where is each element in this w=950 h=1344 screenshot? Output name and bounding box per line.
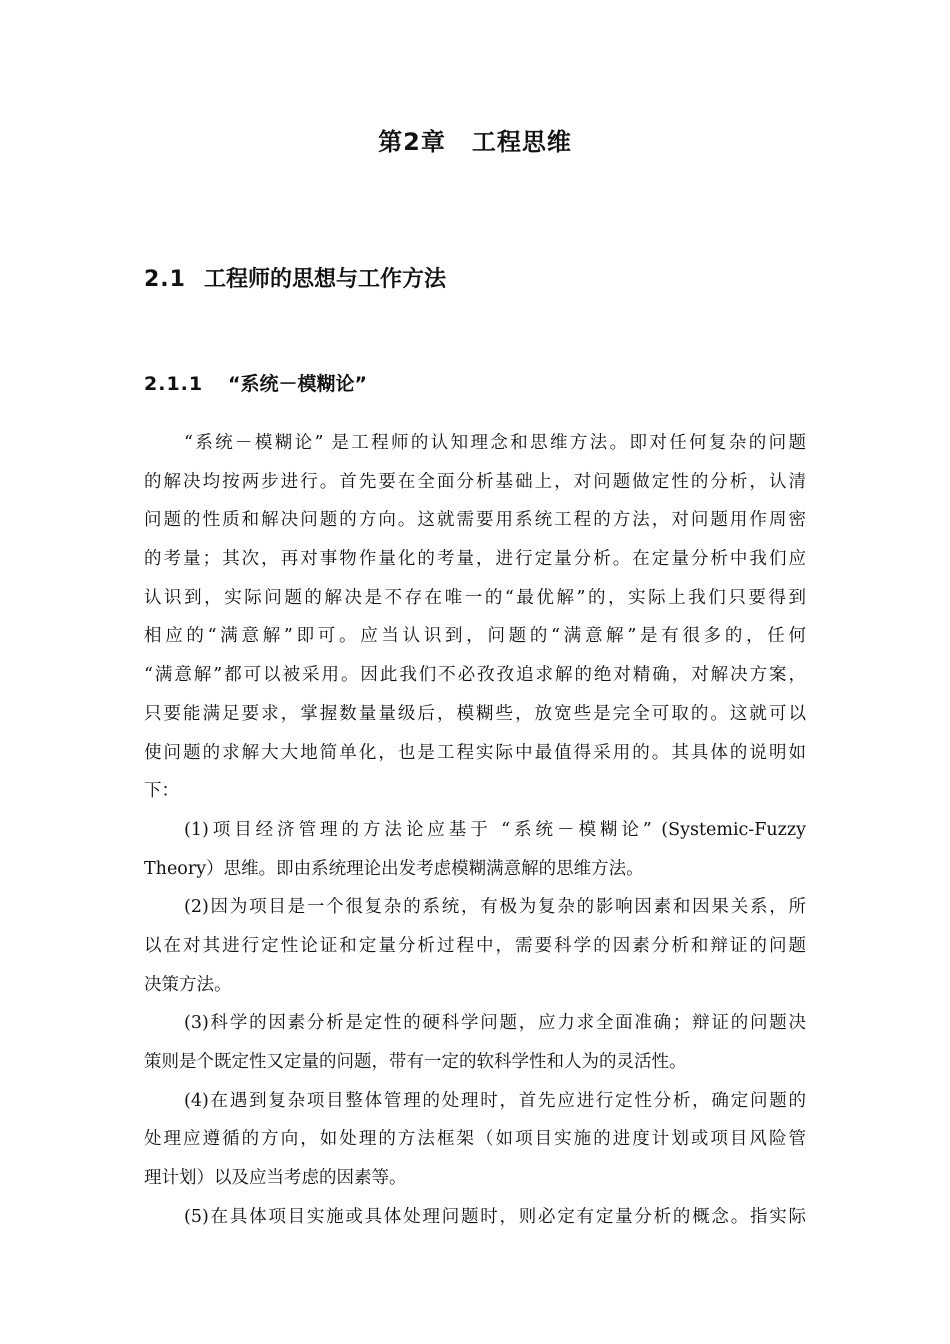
text-line: 问题的性质和解决问题的方向。这就需要用系统工程的方法，对问题用作周密 bbox=[144, 510, 806, 531]
section-number: 2.1 bbox=[144, 267, 186, 292]
body-text bbox=[144, 424, 806, 1236]
chapter-number: 第2章 bbox=[378, 128, 446, 156]
text-line: (3)科学的因素分析是定性的硬科学问题，应力求全面准确；辩证的问题决 bbox=[184, 1013, 806, 1034]
text-line: 决策方法。 bbox=[144, 974, 232, 995]
text-line: 以在对其进行定性论证和定量分析过程中，需要科学的因素分析和辩证的问题 bbox=[144, 935, 806, 956]
text-line: “满意解”都可以被采用。因此我们不必孜孜追求解的绝对精确，对解决方案， bbox=[144, 665, 806, 686]
text-line: (4)在遇到复杂项目整体管理的处理时，首先应进行定性分析，确定问题的 bbox=[184, 1090, 806, 1111]
text-line: 的解决均按两步进行。首先要在全面分析基础上，对问题做定性的分析，认清 bbox=[144, 471, 806, 492]
text-line: 的考量；其次，再对事物作量化的考量，进行定量分析。在定量分析中我们应 bbox=[144, 549, 806, 570]
text-line: 处理应遵循的方向，如处理的方法框架（如项目实施的进度计划或项目风险管 bbox=[144, 1129, 806, 1150]
text-line: (2)因为项目是一个很复杂的系统，有极为复杂的影响因素和因果关系，所 bbox=[184, 897, 806, 918]
chapter-title bbox=[0, 124, 950, 160]
text-line: 相应的“满意解”即可。应当认识到，问题的“满意解”是有很多的，任何 bbox=[144, 626, 806, 647]
text-line: 使问题的求解大大地简单化，也是工程实际中最值得采用的。其具体的说明如 bbox=[144, 742, 806, 763]
text-line: (5)在具体项目实施或具体处理问题时，则必定有定量分析的概念。指实际 bbox=[184, 1206, 806, 1227]
chapter-name: 工程思维 bbox=[471, 128, 572, 156]
section-heading bbox=[144, 262, 446, 298]
text-line: 只要能满足要求，掌握数量量级后，模糊些，放宽些是完全可取的。这就可以 bbox=[144, 703, 806, 724]
text-line: “系统－模糊论” 是工程师的认知理念和思维方法。即对任何复杂的问题 bbox=[184, 433, 806, 453]
text-line: 理计划）以及应当考虑的因素等。 bbox=[144, 1168, 407, 1189]
subsection-heading bbox=[144, 366, 367, 402]
section-title: 工程师的思想与工作方法 bbox=[204, 267, 447, 292]
subsection-title: “系统－模糊论” bbox=[228, 373, 367, 395]
text-line: (1)项目经济管理的方法论应基于 “系统－模糊论” (Systemic-Fuzzy bbox=[184, 819, 806, 840]
text-line: 策则是个既定性又定量的问题，带有一定的软科学性和人为的灵活性。 bbox=[144, 1052, 687, 1072]
text-line: 下： bbox=[144, 781, 179, 802]
text-line: 认识到，实际问题的解决是不存在唯一的“最优解”的，实际上我们只要得到 bbox=[144, 587, 806, 608]
text-line: Theory）思维。即由系统理论出发考虑模糊满意解的思维方法。 bbox=[144, 858, 644, 879]
subsection-number: 2.1.1 bbox=[144, 373, 204, 395]
